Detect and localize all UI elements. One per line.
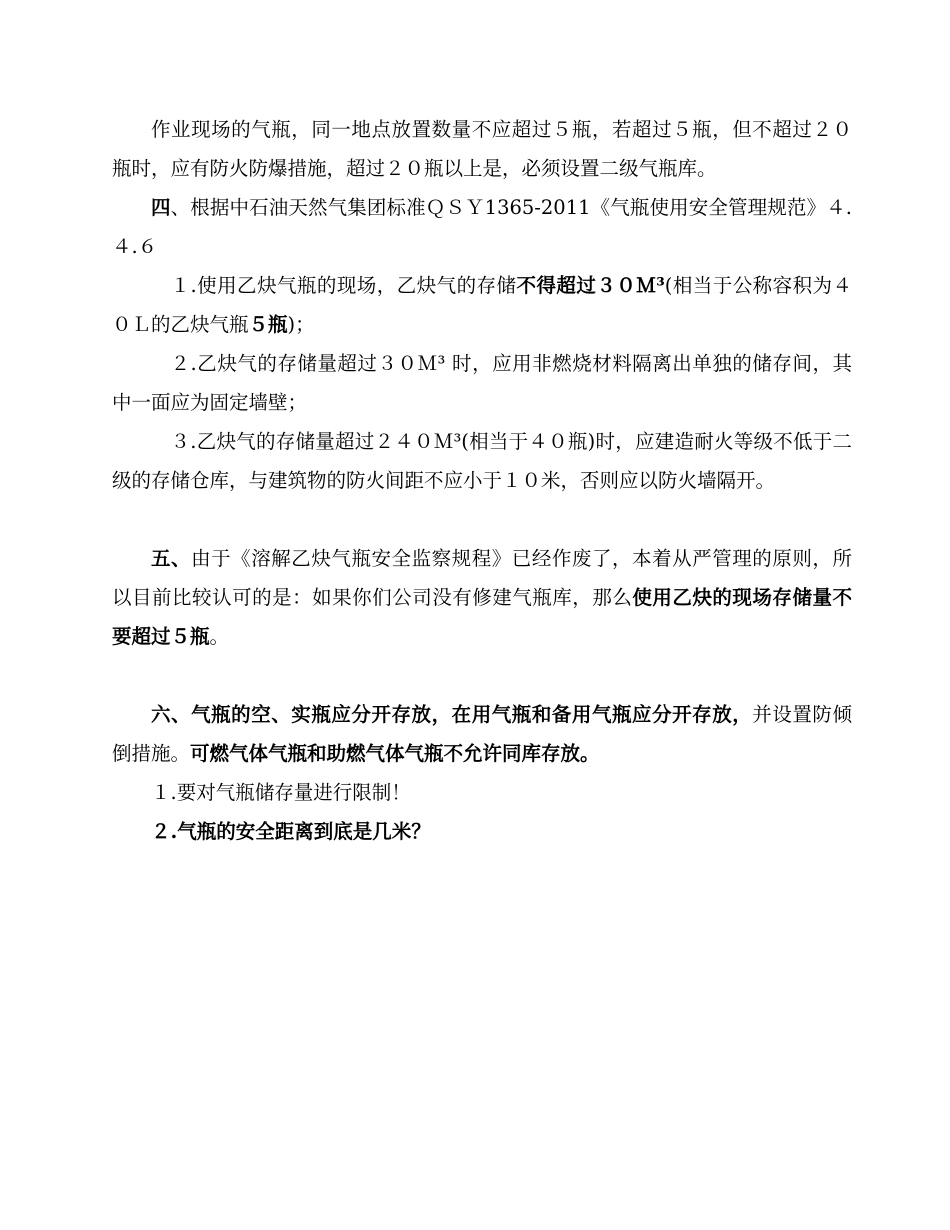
section-4-number: 四 xyxy=(151,196,171,219)
section-4-text: 、根据中石油天然气集团标准ＱＳＹ1365-2011《气瓶使用安全管理规范》４.４.６ xyxy=(112,196,852,258)
paragraph-spacer xyxy=(112,656,852,695)
item-1-mid: (相当于公称容积为４０Ｌ的乙炔气瓶 xyxy=(112,274,852,336)
item-1-pre: １.使用乙炔气瓶的现场，乙炔气的存储 xyxy=(170,274,517,297)
section-6-bold-heading: 六、气瓶的空、实瓶应分开存放，在用气瓶和备用气瓶应分开存放， xyxy=(151,703,753,726)
section-6-item-2-text: ２.气瓶的安全距离到底是几米？ xyxy=(151,820,431,843)
section-6-bold-rule: 可燃气体气瓶和助燃气体气瓶不允许同库存放。 xyxy=(190,742,600,765)
section-4-item-1 xyxy=(112,266,852,344)
item-1-bold-limit: 不得超过３０Ｍ³ xyxy=(516,274,665,297)
section-6-text: 并设置防倾倒措施。 xyxy=(112,703,852,765)
document-body xyxy=(112,110,852,851)
section-4-item-3: ３.乙炔气的存储量超过２４０Ｍ³(相当于４０瓶)时，应建造耐火等级不低于二级的存储仓库，与建筑物的防火间距不应小于１０米，否则应以防火墙隔开。 xyxy=(112,430,852,492)
item-1-bold-count: ５瓶 xyxy=(248,313,288,336)
section-5-number: 五、 xyxy=(151,547,192,570)
item-1-post: )； xyxy=(287,313,315,336)
section-5-text: 由于《溶解乙炔气瓶安全监察规程》已经作废了，本着从严管理的原则，所以目前比较认可的是：如果你们公司没有修建气瓶库，那么 xyxy=(112,547,852,609)
section-5-end: 。 xyxy=(209,625,230,648)
section-5-bold-text: 使用乙炔的现场存储量不要超过５瓶 xyxy=(112,586,852,648)
section-4-heading xyxy=(112,188,852,266)
section-5-paragraph xyxy=(112,539,852,656)
section-6-item-1: １.要对气瓶储存量进行限制！ xyxy=(151,781,411,804)
section-6-item-2 xyxy=(112,812,852,851)
section-4-item-2: ２.乙炔气的存储量超过３０Ｍ³ 时，应用非燃烧材料隔离出单独的储存间，其中一面应为固定墙壁； xyxy=(112,352,852,414)
section-6-paragraph xyxy=(112,695,852,773)
paragraph-cylinder-limit: 作业现场的气瓶，同一地点放置数量不应超过５瓶，若超过５瓶，但不超过２０瓶时，应有防火防爆措施，超过２０瓶以上是，必须设置二级气瓶库。 xyxy=(112,118,852,180)
paragraph-spacer xyxy=(112,500,852,539)
